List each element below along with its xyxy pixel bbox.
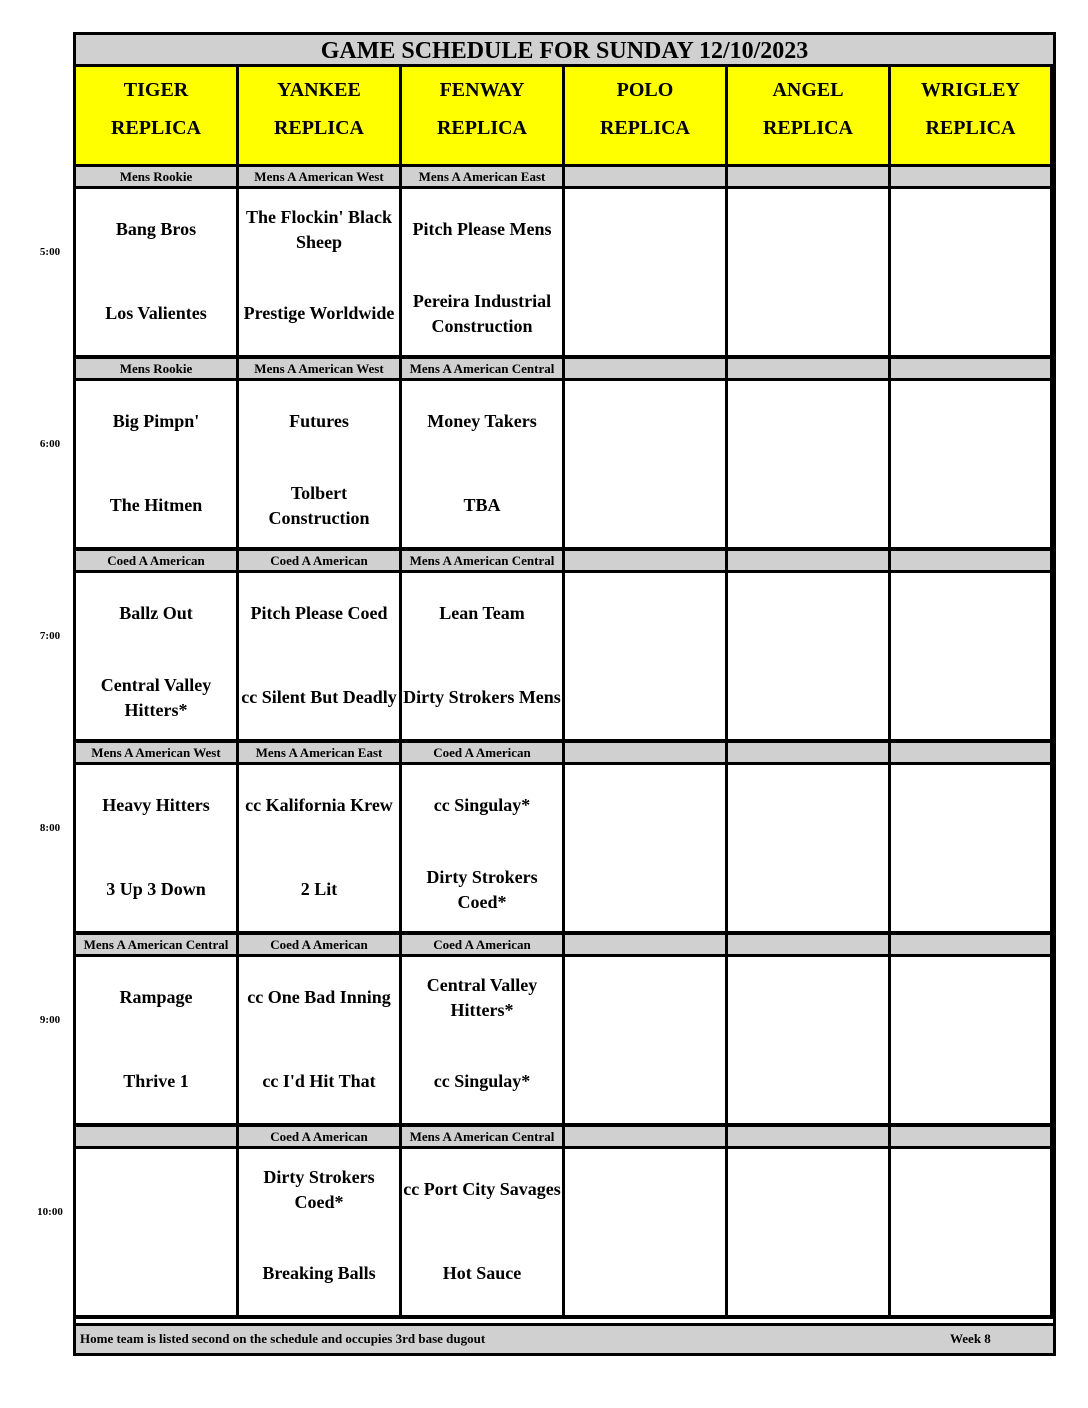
away-team: Heavy Hitters <box>102 795 210 815</box>
home-team: Hot Sauce <box>442 1263 522 1283</box>
field-header-fenway <box>402 67 565 167</box>
division-label: Mens A American Central <box>402 359 565 381</box>
home-team: Los Valientes <box>105 303 207 323</box>
game-cell <box>239 957 402 1127</box>
field-subtitle: REPLICA <box>762 117 853 139</box>
division-label: Mens A American Central <box>402 551 565 573</box>
away-team: Pitch Please Mens <box>412 219 552 239</box>
division-label <box>565 743 728 765</box>
division-label <box>565 359 728 381</box>
division-label <box>728 359 891 381</box>
home-team: cc Silent But Deadly <box>241 687 397 707</box>
field-header-tiger <box>76 67 239 167</box>
division-label <box>728 1127 891 1149</box>
game-cell <box>76 573 239 743</box>
time-slot-label: 6:00 <box>39 438 61 450</box>
division-label <box>565 935 728 957</box>
away-team: Big Pimpn' <box>112 411 200 431</box>
division-label: Coed A American <box>402 743 565 765</box>
home-team: Dirty Strokers Coed* <box>426 867 538 912</box>
game-cell <box>402 1149 565 1319</box>
game-cell <box>76 381 239 551</box>
game-cell <box>565 573 728 743</box>
game-cell <box>565 957 728 1127</box>
game-cell <box>402 957 565 1127</box>
game-cell <box>565 765 728 935</box>
division-label <box>891 935 1053 957</box>
division-label <box>565 551 728 573</box>
game-cell <box>239 765 402 935</box>
game-cell <box>891 189 1053 359</box>
time-slot-label: 9:00 <box>39 1014 61 1026</box>
home-team: Tolbert Construction <box>268 483 370 528</box>
game-cell <box>728 765 891 935</box>
field-name: ANGEL <box>772 79 844 101</box>
division-label: Mens Rookie <box>76 359 239 381</box>
game-cell <box>728 573 891 743</box>
time-slot-label: 10:00 <box>37 1206 63 1218</box>
home-team: TBA <box>463 495 501 515</box>
game-cell <box>239 1149 402 1319</box>
field-header-angel <box>728 67 891 167</box>
game-cell <box>76 765 239 935</box>
game-cell <box>728 189 891 359</box>
field-subtitle: REPLICA <box>599 117 690 139</box>
home-team: Dirty Strokers Mens <box>403 687 561 707</box>
division-label: Coed A American <box>239 935 402 957</box>
division-label <box>728 167 891 189</box>
division-label: Mens Rookie <box>76 167 239 189</box>
away-team: Pitch Please Coed <box>250 603 388 623</box>
division-label <box>891 1127 1053 1149</box>
game-cell <box>239 381 402 551</box>
home-team: cc I'd Hit That <box>262 1071 376 1091</box>
field-subtitle: REPLICA <box>110 117 201 139</box>
game-cell <box>76 957 239 1127</box>
division-label: Mens A American West <box>239 359 402 381</box>
home-team: Prestige Worldwide <box>243 303 395 323</box>
division-label <box>565 167 728 189</box>
field-subtitle: REPLICA <box>273 117 364 139</box>
home-team: Pereira Industrial Construction <box>412 291 552 336</box>
division-label: Mens A American Central <box>402 1127 565 1149</box>
away-team: Money Takers <box>427 411 537 431</box>
home-team: 3 Up 3 Down <box>106 879 206 899</box>
division-label: Coed A American <box>402 935 565 957</box>
game-cell <box>891 765 1053 935</box>
away-team: cc Port City Savages <box>403 1179 561 1199</box>
game-cell <box>565 189 728 359</box>
home-team: The Hitmen <box>109 495 203 515</box>
away-team: Dirty Strokers Coed* <box>263 1167 375 1212</box>
game-cell <box>891 573 1053 743</box>
field-name: FENWAY <box>439 79 525 101</box>
division-label <box>728 743 891 765</box>
field-header-wrigley <box>891 67 1053 167</box>
away-team: cc Kalifornia Krew <box>245 795 393 815</box>
week-label: Week 8 <box>950 1331 991 1346</box>
away-team: Central Valley Hitters* <box>426 975 538 1020</box>
field-subtitle: REPLICA <box>436 117 527 139</box>
division-label <box>891 551 1053 573</box>
division-label: Coed A American <box>239 551 402 573</box>
away-team: Rampage <box>119 987 193 1007</box>
game-cell <box>565 381 728 551</box>
division-label <box>891 359 1053 381</box>
home-team: Central Valley Hitters* <box>100 675 212 720</box>
game-cell <box>402 189 565 359</box>
footer-bar <box>76 1323 1053 1353</box>
home-team: cc Singulay* <box>433 1071 531 1091</box>
division-label <box>76 1127 239 1149</box>
game-cell <box>728 957 891 1127</box>
game-cell <box>239 573 402 743</box>
field-name: POLO <box>616 79 674 101</box>
away-team: Futures <box>289 411 349 431</box>
division-label: Mens A American West <box>76 743 239 765</box>
game-cell <box>891 957 1053 1127</box>
game-cell <box>76 189 239 359</box>
away-team: Lean Team <box>439 603 525 623</box>
division-label: Coed A American <box>76 551 239 573</box>
away-team: Ballz Out <box>119 603 193 623</box>
schedule-title: GAME SCHEDULE FOR SUNDAY 12/10/2023 <box>76 35 1053 67</box>
field-header-yankee <box>239 67 402 167</box>
field-header-polo <box>565 67 728 167</box>
game-cell <box>402 765 565 935</box>
footer-note: Home team is listed second on the schedule and occupies 3rd base dugout <box>80 1331 486 1346</box>
game-cell <box>239 189 402 359</box>
time-slot-label: 8:00 <box>39 822 61 834</box>
division-label <box>565 1127 728 1149</box>
division-label <box>891 743 1053 765</box>
home-team: Thrive 1 <box>123 1071 189 1091</box>
home-team: 2 Lit <box>300 879 338 899</box>
field-name: TIGER <box>123 79 189 101</box>
division-label: Mens A American West <box>239 167 402 189</box>
division-label: Coed A American <box>239 1127 402 1149</box>
game-cell <box>891 1149 1053 1319</box>
division-label: Mens A American Central <box>76 935 239 957</box>
game-cell <box>565 1149 728 1319</box>
game-cell <box>402 573 565 743</box>
division-label: Mens A American East <box>239 743 402 765</box>
division-label <box>891 167 1053 189</box>
game-cell <box>728 381 891 551</box>
away-team: Bang Bros <box>115 219 197 239</box>
game-cell <box>402 381 565 551</box>
division-label: Mens A American East <box>402 167 565 189</box>
game-cell <box>728 1149 891 1319</box>
field-name: YANKEE <box>277 79 361 101</box>
game-cell <box>76 1149 239 1319</box>
schedule-sheet <box>73 32 1056 1356</box>
division-label <box>728 551 891 573</box>
away-team: cc Singulay* <box>433 795 531 815</box>
home-team: Breaking Balls <box>262 1263 376 1283</box>
away-team: cc One Bad Inning <box>247 987 391 1007</box>
field-subtitle: REPLICA <box>925 117 1016 139</box>
game-cell <box>891 381 1053 551</box>
away-team: The Flockin' Black Sheep <box>245 207 393 252</box>
time-slot-label: 5:00 <box>39 246 61 258</box>
time-slot-label: 7:00 <box>39 630 61 642</box>
field-name: WRIGLEY <box>921 79 1020 101</box>
division-label <box>728 935 891 957</box>
